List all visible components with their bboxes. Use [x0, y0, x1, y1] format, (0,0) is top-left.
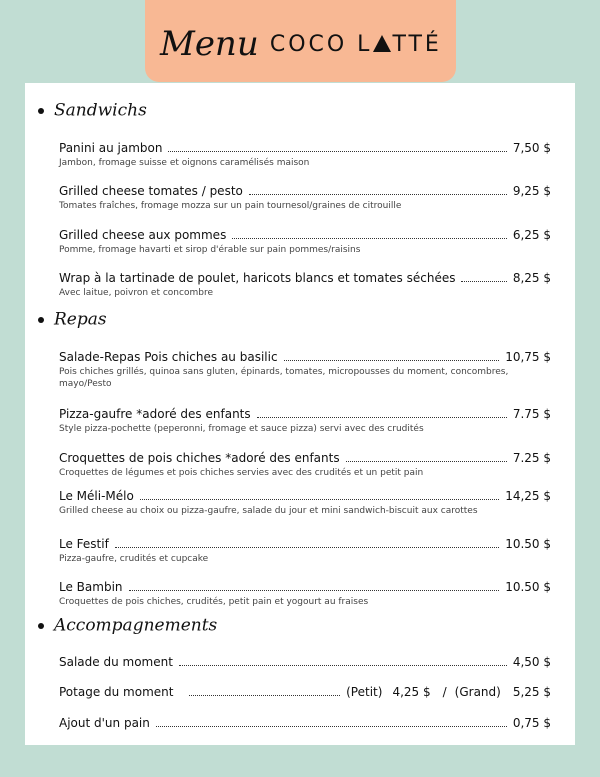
section-title-sandwichs: Sandwichs: [38, 100, 147, 121]
menu-item: Grilled cheese tomates / pesto 9,25 $ Tomates fraîches, fromage mozza sur un pain tournesol/graines de citrouille: [59, 184, 551, 211]
menu-title: Menu: [160, 24, 259, 64]
menu-item: Le Bambin 10.50 $ Croquettes de pois chiches, crudités, petit pain et yogourt au fraises: [59, 580, 551, 607]
brand-logo: COCO L TTÉ: [269, 31, 442, 57]
menu-item: Potage du moment (Petit) 4,25 $ / (Grand) 5,25 $: [59, 685, 551, 699]
menu-item: Le Festif 10.50 $ Pizza-gaufre, crudités et cupcake: [59, 537, 551, 564]
menu-item: Panini au jambon 7,50 $ Jambon, fromage suisse et oignons caramélisés maison: [59, 141, 551, 168]
menu-item: Croquettes de pois chiches *adoré des enfants 7.25 $ Croquettes de légumes et pois chiches servies avec des crudités et un petit pain: [59, 451, 551, 478]
section-title-repas: Repas: [38, 309, 107, 330]
bullet-icon: [38, 317, 44, 323]
bullet-icon: [38, 623, 44, 629]
menu-item: Le Méli-Mélo 14,25 $ Grilled cheese au choix ou pizza-gaufre, salade du jour et mini sandwich-biscuit aux carottes: [59, 489, 551, 516]
bullet-icon: [38, 108, 44, 114]
menu-item: Salade-Repas Pois chiches au basilic 10,75 $ Pois chiches grillés, quinoa sans gluten, épinards, tomates, micropousses du moment, concombres, mayo/Pesto: [59, 350, 551, 389]
brand-title: [160, 24, 442, 64]
menu-item: Ajout d'un pain 0,75 $: [59, 716, 551, 730]
section-title-accompagnements: Accompagnements: [38, 615, 217, 636]
menu-item: Salade du moment 4,50 $: [59, 655, 551, 669]
menu-item: Grilled cheese aux pommes 6,25 $ Pomme, fromage havarti et sirop d'érable sur pain pommes/raisins: [59, 228, 551, 255]
menu-item: Pizza-gaufre *adoré des enfants 7.75 $ Style pizza-pochette (peperonni, fromage et sauce pizza) servi avec des crudités: [59, 407, 551, 434]
triangle-icon: [373, 35, 391, 52]
menu-item: Wrap à la tartinade de poulet, haricots blancs et tomates séchées 8,25 $ Avec laitue, poivron et concombre: [59, 271, 551, 298]
